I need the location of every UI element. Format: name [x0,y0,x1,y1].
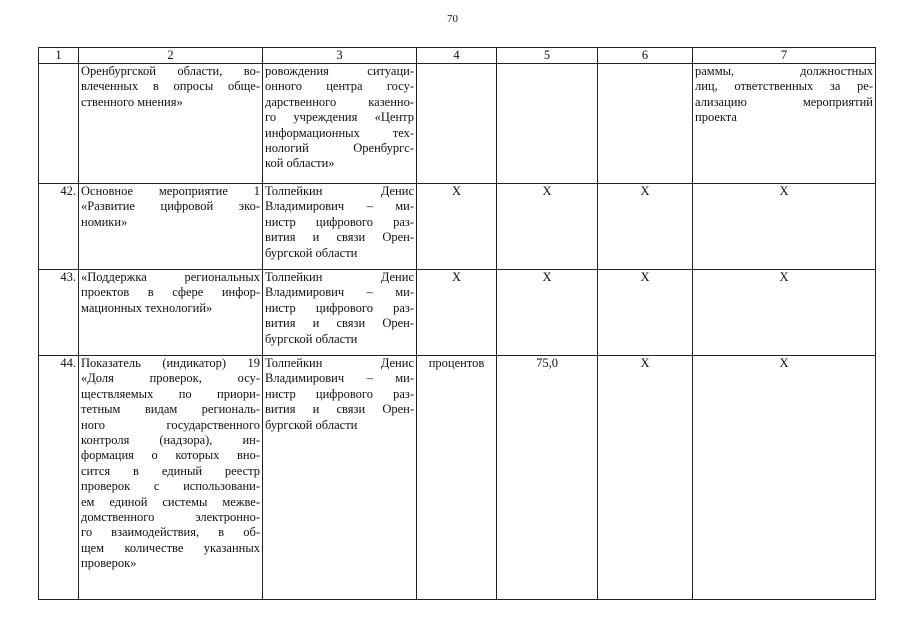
cell-line: «Развитие цифровой эко- [81,199,260,214]
measure-name-cell [79,356,263,600]
cell-line: онного центра госу- [265,79,414,94]
col7-cell [693,270,876,356]
cell-line: ственного мнения» [81,94,183,109]
cell-line: дарственного казенно- [265,94,414,109]
value-cell: Х [497,270,598,356]
header-col-4: 4 [417,48,497,64]
cell-line: Х [779,184,789,198]
cell-line: ем единой системы межве- [81,494,260,509]
header-col-7: 7 [693,48,876,64]
cell-line: домственного электронно- [81,510,260,525]
table-row [39,356,876,600]
header-col-5: 5 [497,48,598,64]
cell-line: го учреждения «Центр [265,110,414,125]
cell-line: нологий Оренбургс- [265,141,414,156]
cell-line: ализацию мероприятий [695,94,873,109]
cell-line: го взаимодействия, в об- [81,525,260,540]
table-row [39,64,876,184]
measure-name-cell [79,64,263,184]
cell-line: Владимирович – ми- [265,199,414,214]
cell-line: Оренбургской области, во- [81,64,260,78]
cell-line: контроля (надзора), ин- [81,433,260,448]
cell-line: мационных технологий» [81,300,213,315]
row-number-cell: 44. [39,356,79,600]
cell-line: бургской области [265,245,358,260]
col6-cell: Х [598,356,693,600]
header-col-2: 2 [79,48,263,64]
value-cell: 75,0 [497,356,598,600]
cell-line: влеченных в опросы обще- [81,79,260,94]
cell-line: Толпейкин Денис [265,356,414,370]
responsible-cell [263,356,417,600]
cell-line: Х [779,270,789,284]
col6-cell [598,64,693,184]
measure-name-cell [79,270,263,356]
responsible-cell [263,270,417,356]
cell-line: нистр цифрового раз- [265,214,414,229]
cell-line: информационных тех- [265,125,414,140]
cell-line: ного государственного [81,417,260,432]
cell-line: сится в единый реестр [81,463,260,478]
cell-line: кой области» [265,156,335,171]
cell-line: ровождения ситуаци- [265,64,414,78]
cell-line: номики» [81,214,128,229]
col7-cell [693,356,876,600]
cell-line: «Поддержка региональных [81,270,260,284]
cell-line: лиц, ответственных за ре- [695,79,873,94]
col7-cell [693,64,876,184]
cell-line: нистр цифрового раз- [265,386,414,401]
unit-cell: Х [417,270,497,356]
cell-line: формация о которых вно- [81,448,260,463]
header-col-3: 3 [263,48,417,64]
header-row [39,48,876,64]
responsible-cell [263,184,417,270]
value-cell: Х [497,184,598,270]
cell-line: раммы, должностных [695,64,873,78]
unit-cell: Х [417,184,497,270]
cell-line: вития и связи Орен- [265,316,414,331]
col6-cell: Х [598,184,693,270]
cell-line: Основное мероприятие 1 [81,184,260,198]
cell-line: Толпейкин Денис [265,270,414,284]
header-col-6: 6 [598,48,693,64]
table-row [39,270,876,356]
cell-line: Толпейкин Денис [265,184,414,198]
measures-table [38,47,876,600]
page-number: 70 [447,13,458,25]
cell-line: тетным видам региональ- [81,402,260,417]
cell-line: ществляемых по приори- [81,386,260,401]
cell-line: проектов в сфере инфор- [81,285,260,300]
unit-cell [417,64,497,184]
cell-line: Х [779,356,789,370]
cell-line: Показатель (индикатор) 19 [81,356,260,370]
cell-line: проверок с использовани- [81,479,260,494]
row-number-cell [39,64,79,184]
cell-line: вития и связи Орен- [265,230,414,245]
cell-line: вития и связи Орен- [265,402,414,417]
col7-cell [693,184,876,270]
measure-name-cell [79,184,263,270]
cell-line: проекта [695,110,737,125]
cell-line: бургской области [265,417,358,432]
value-cell [497,64,598,184]
table-row [39,184,876,270]
cell-line: проверок» [81,556,137,571]
cell-line: бургской области [265,331,358,346]
cell-line: Владимирович – ми- [265,285,414,300]
header-col-1: 1 [39,48,79,64]
col6-cell: Х [598,270,693,356]
cell-line: «Доля проверок, осу- [81,371,260,386]
unit-cell: процентов [417,356,497,600]
row-number-cell: 43. [39,270,79,356]
cell-line: нистр цифрового раз- [265,300,414,315]
cell-line: Владимирович – ми- [265,371,414,386]
responsible-cell [263,64,417,184]
cell-line: щем количестве указанных [81,540,260,555]
row-number-cell: 42. [39,184,79,270]
